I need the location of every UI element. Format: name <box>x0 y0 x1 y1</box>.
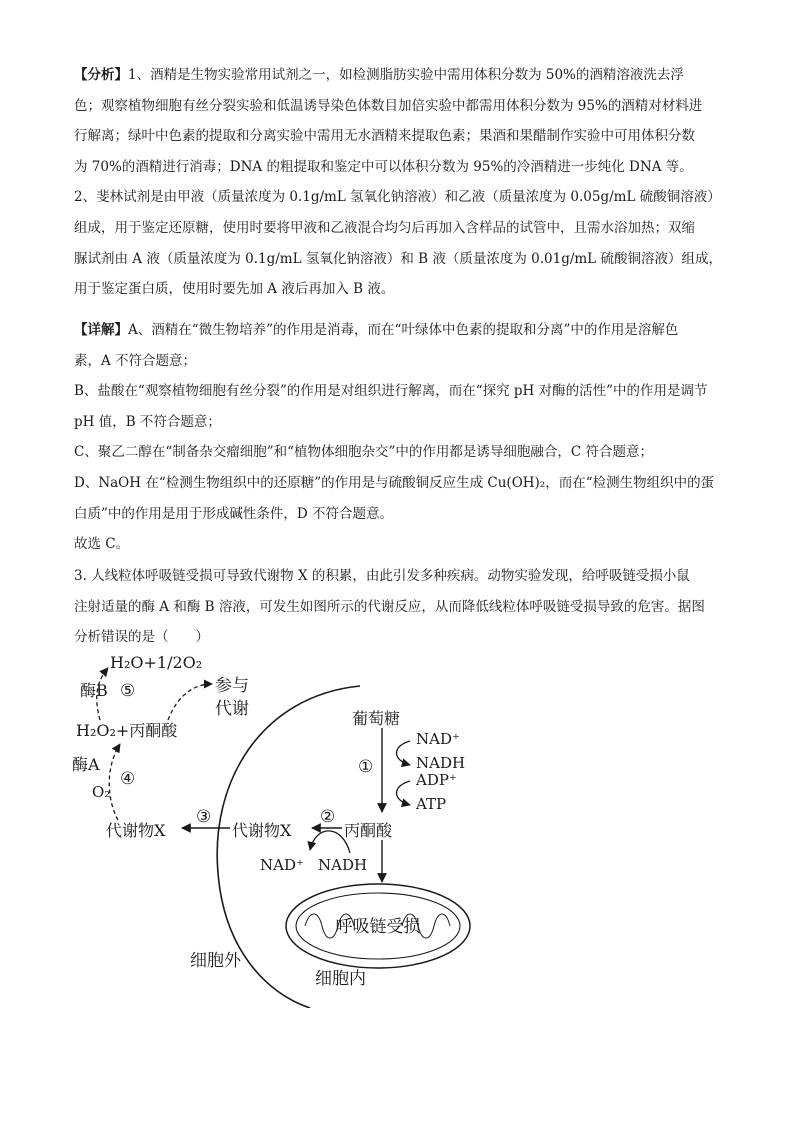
pyruvate-label: 丙酮酸 <box>344 821 393 840</box>
analysis-section <box>74 60 724 305</box>
h2o-half-o2-label: H₂O+1/2O₂ <box>110 653 203 672</box>
metabolite-x-outside-label: 代谢物X <box>106 821 166 840</box>
nadh-label: NADH <box>416 754 466 772</box>
detail-line: 故选 C。 <box>74 536 130 553</box>
respiratory-chain-damaged-label: 呼吸链受损 <box>335 917 421 937</box>
detail-text: A、酒精在“微生物培养”的作用是消毒，而在“叶绿体中色素的提取和分离”中的作用是溶解色 <box>128 322 679 338</box>
step3-marker: ③ <box>196 807 212 827</box>
detail-tag: 【详解】 <box>74 322 128 338</box>
analysis-line: 为 70%的酒精进行消毒；DNA 的粗提取和鉴定中可以体积分数为 95%的冷酒精进一步纯化 DNA 等。 <box>74 158 693 175</box>
adp-plus-label: ADP⁺ <box>416 771 457 789</box>
step1-marker: ① <box>358 757 374 777</box>
question-line: 注射适量的酶 A 和酶 B 溶液，可发生如图所示的代谢反应，从而降低线粒体呼吸链受损导致的危害。据图 <box>74 598 705 615</box>
detail-line: D、NaOH 在“检测生物组织中的还原糖”的作用是与硫酸铜反应生成 Cu(OH)₂，而在“检测生物组织中的蛋 <box>74 474 715 491</box>
analysis-line: 组成，用于鉴定还原糖，使用时要将甲液和乙液混合均匀后再加入含样品的试管中，且需水浴加热；双缩 <box>74 219 695 236</box>
atp-label: ATP <box>416 795 447 813</box>
step4-marker: ④ <box>120 769 136 789</box>
analysis-tag: 【分析】 <box>74 67 128 83</box>
detail-line: pH 值，B 不符合题意； <box>74 413 221 430</box>
question-section <box>74 561 724 653</box>
metabolite-x-inside-label: 代谢物X <box>232 821 292 840</box>
glucose-label: 葡萄糖 <box>352 709 401 728</box>
detail-section <box>74 315 724 560</box>
analysis-line: 色；观察植物细胞有丝分裂实验和低温诱导染色体数目加倍实验中都需用体积分数为 95%的酒精对材料进 <box>74 97 703 114</box>
detail-line: C、聚乙二醇在“制备杂交瘤细胞”和“植物体细胞杂交”中的作用都是诱导细胞融合，C 符合题意； <box>74 444 654 461</box>
analysis-line-1 <box>74 60 724 91</box>
step2-marker: ② <box>320 807 336 827</box>
adp-to-atp-arrow <box>397 781 411 805</box>
question-line: 3. 人线粒体呼吸链受损可导致代谢物 X 的积累，由此引发多种疾病。动物实验发现，给呼吸链受损小鼠 <box>74 568 690 584</box>
participate-metabolism-line2: 代谢 <box>215 699 249 719</box>
analysis-line: 用于鉴定蛋白质，使用时要先加 A 液后再加入 B 液。 <box>74 281 395 298</box>
metabolism-diagram <box>60 648 540 1008</box>
step4-arrow <box>109 744 120 820</box>
participate-metabolism-line1: 参与 <box>215 676 249 696</box>
nad-to-nadh-arrow <box>397 741 411 765</box>
detail-line: 白质”中的作用是用于形成碱性条件，D 不符合题意。 <box>74 505 394 522</box>
analysis-line: 行解离；绿叶中色素的提取和分离实验中需用无水酒精来提取色素；果酒和果醋制作实验中可用体积分数 <box>74 128 695 145</box>
o2-label: O₂ <box>92 783 111 801</box>
analysis-text: 1、酒精是生物实验常用试剂之一，如检测脂肪实验中需用体积分数为 50%的酒精溶液洗去浮 <box>128 67 684 83</box>
detail-line: 素，A 不符合题意； <box>74 352 197 369</box>
enzyme-b-label: 酶B <box>80 681 108 700</box>
analysis-line: 脲试剂由 A 液（质量浓度为 0.1g/mL 氢氧化钠溶液）和 B 液（质量浓度为 0.01g/mL 硫酸铜溶液）组成， <box>74 250 722 267</box>
step5-marker: ⑤ <box>120 681 136 701</box>
h2o2-pyruvate-label: H₂O₂+丙酮酸 <box>76 721 178 740</box>
nad-plus-label: NAD⁺ <box>416 730 460 748</box>
extracellular-label: 细胞外 <box>190 951 241 971</box>
detail-line: B、盐酸在“观察植物细胞有丝分裂”的作用是对组织进行解离，而在“探究 pH 对酶的活性”中的作用是调节 <box>74 383 708 400</box>
nad-plus-left-label: NAD⁺ <box>260 856 304 874</box>
detail-line-1 <box>74 315 724 346</box>
nadh-left-label: NADH <box>318 856 368 874</box>
enzyme-a-label: 酶A <box>72 755 100 774</box>
intracellular-label: 细胞内 <box>315 969 366 989</box>
analysis-line: 2、斐林试剂是由甲液（质量浓度为 0.1g/mL 氢氧化钠溶液）和乙液（质量浓度为 0.05g/mL 硫酸铜溶液） <box>74 189 721 206</box>
participate-arrow <box>168 684 212 720</box>
question-line: 分析错误的是（ ） <box>74 629 209 646</box>
